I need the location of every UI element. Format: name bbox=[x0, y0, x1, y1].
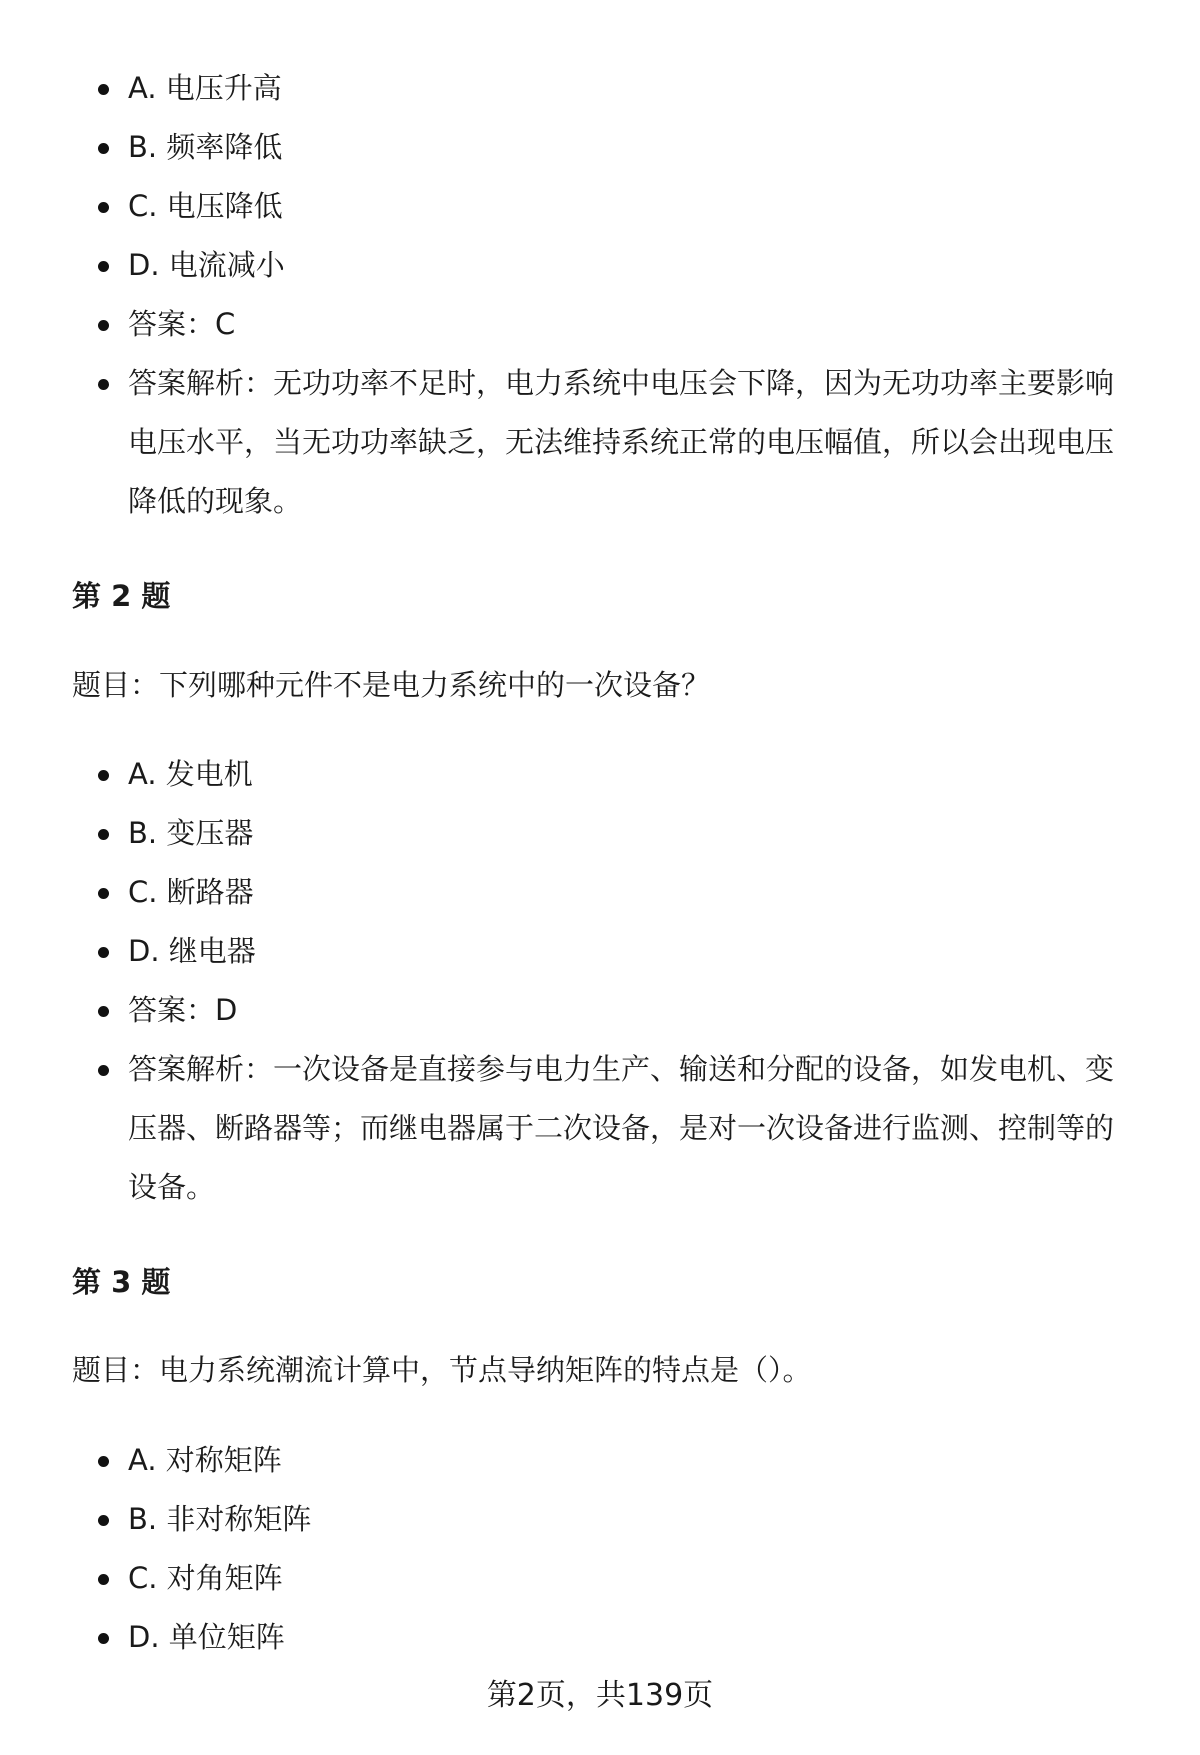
list-item: A. 对称矩阵 bbox=[0, 1431, 1200, 1490]
analysis-item: 答案解析：无功功率不足时，电力系统中电压会下降，因为无功功率主要影响电压水平，当无功功率缺乏，无法维持系统正常的电压幅值，所以会出现电压降低的现象。 bbox=[0, 354, 1200, 531]
question-text: 题目：下列哪种元件不是电力系统中的一次设备？ bbox=[72, 668, 711, 702]
page-number-footer: 第2页，共139页 bbox=[486, 1678, 714, 1713]
q3-option-list bbox=[0, 1431, 1200, 1667]
list-item: D. 电流减小 bbox=[0, 236, 1200, 295]
analysis-item: 答案解析：一次设备是直接参与电力生产、输送和分配的设备，如发电机、变压器、断路器等；而继电器属于二次设备，是对一次设备进行监测、控制等的设备。 bbox=[0, 1040, 1200, 1217]
list-item: D. 继电器 bbox=[0, 922, 1200, 981]
question-text: 题目：电力系统潮流计算中，节点导纳矩阵的特点是（）。 bbox=[72, 1353, 812, 1387]
list-item: A. 电压升高 bbox=[0, 59, 1200, 118]
answer-item: 答案：C bbox=[0, 295, 1200, 354]
list-item: C. 电压降低 bbox=[0, 177, 1200, 236]
list-item: C. 断路器 bbox=[0, 863, 1200, 922]
answer-item: 答案：D bbox=[0, 981, 1200, 1040]
q2-option-list bbox=[0, 745, 1200, 1217]
question-heading: 第 3 题 bbox=[72, 1265, 171, 1299]
q1-option-list bbox=[0, 59, 1200, 531]
question-heading: 第 2 题 bbox=[72, 579, 171, 613]
list-item: D. 单位矩阵 bbox=[0, 1608, 1200, 1667]
list-item: B. 变压器 bbox=[0, 804, 1200, 863]
list-item: B. 频率降低 bbox=[0, 118, 1200, 177]
list-item: B. 非对称矩阵 bbox=[0, 1490, 1200, 1549]
list-item: A. 发电机 bbox=[0, 745, 1200, 804]
list-item: C. 对角矩阵 bbox=[0, 1549, 1200, 1608]
